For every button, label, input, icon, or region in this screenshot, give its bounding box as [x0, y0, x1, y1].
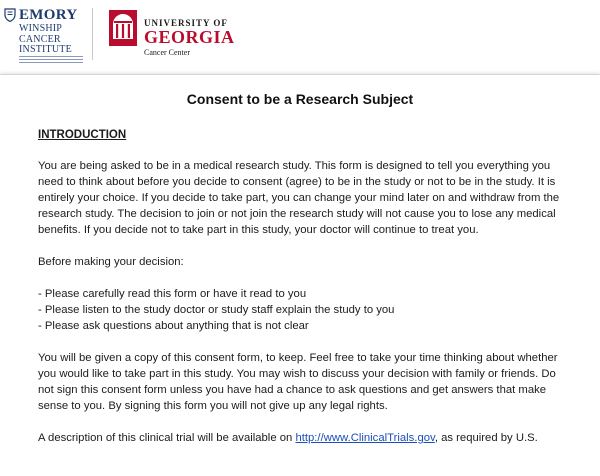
paragraph-text: A description of this clinical trial will be available on [38, 432, 296, 444]
uga-cancer-center: Cancer Center [144, 48, 190, 57]
paragraph: You will be given a copy of this consent form, to keep. Feel free to take your time thinking about whether you would like to take part in this study. You may wish to discuss your decision with family or friends. Do not sign this consent form unless you have had a chance to ask questions and get answers that make sense to you. By signing this form you will not give up any legal rights. [38, 352, 558, 412]
instruction-list [38, 286, 568, 334]
document-header [0, 0, 600, 75]
paragraph: Before making your decision: [38, 256, 184, 268]
clinicaltrials-link[interactable]: http://www.ClinicalTrials.gov [295, 432, 435, 444]
uga-university-of: UNIVERSITY OF [144, 18, 228, 28]
paragraph: You are being asked to be in a medical research study. This form is designed to tell you everything you need to think about before you decide to consent (agree) to be in the study or not to be in the study. It is entirely your choice. If you decide to take part, you can change your mind later on and withdraw from the research study. The decision to join or not join the research study will not cause you to lose any medical benefits. If you decide not to take part in this study, your doctor will continue to treat you. [38, 160, 560, 236]
uga-cancer-center-logo [109, 8, 249, 60]
paragraph-clinical-trial [38, 430, 568, 446]
list-item: - Please listen to the study doctor or study staff explain the study to you [38, 304, 395, 316]
emory-sub-line: CANCER [19, 33, 61, 45]
document-page [0, 74, 600, 476]
uga-georgia: GEORGIA [144, 27, 235, 47]
list-item: - Please carefully read this form or have it read to you [38, 288, 307, 300]
paragraph-text: , as required by U.S. [434, 432, 538, 444]
emory-fine-print [19, 56, 83, 66]
section-heading-introduction: INTRODUCTION [38, 129, 127, 141]
emory-sub-line: WINSHIP [19, 23, 63, 34]
emory-shield-icon [4, 8, 16, 22]
document-title: Consent to be a Research Subject [186, 91, 414, 107]
uga-arch-icon [109, 10, 137, 46]
emory-name: EMORY [19, 7, 78, 23]
logo-divider [92, 8, 93, 60]
emory-subtitle [19, 24, 72, 56]
emory-sub-line: INSTITUTE [19, 44, 72, 55]
list-item: - Please ask questions about anything that is not clear [38, 320, 309, 332]
document-body [38, 127, 568, 462]
emory-winship-logo [2, 4, 82, 66]
